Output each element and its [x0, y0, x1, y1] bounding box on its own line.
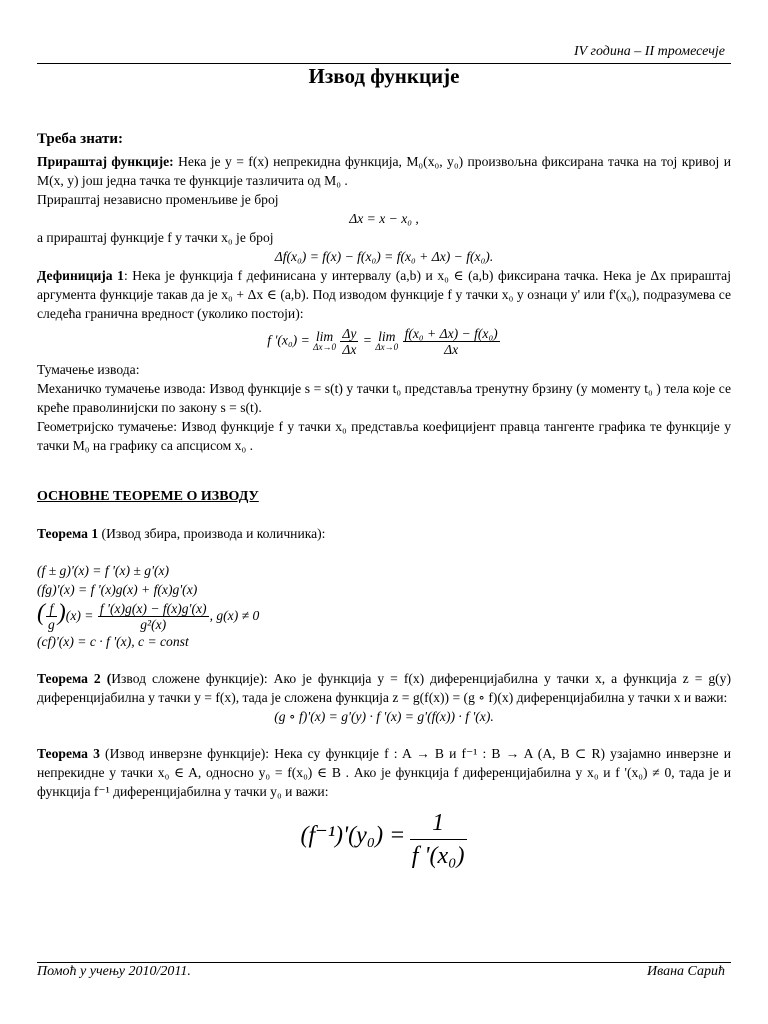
theorem3-paragraph: Теорема 3 (Извод инверзне функције): Нека су функције f : A → B и f⁻¹ : B → A (A, B ⊂ R) узајамно инверзне и непрекидне у тачки x₀ ∈ A, односно y₀ = f(x₀) ∈ B . Ако је функција f диференцијабилна у x₀ и f '(x₀) ≠ 0, тада је и функција f⁻¹ диференцијабилна у тачки y₀ и важи: — [37, 746, 731, 800]
page-title: Извод функције — [308, 64, 460, 88]
derivative-lhs: f '(x₀) = — [267, 332, 310, 348]
theorem2-paragraph: Теорема 2 (Извод сложене функције): Ако је функција y = f(x) диференцијабилна у тачки x, а функција z = g(y) диференцијабилна у тачки y = f(x), тада је сложена функција z = g(f(x)) = (g ∘ f)(x) диференцијабилна у тачки x и важи: — [37, 671, 731, 706]
subtitle: Треба знати: — [37, 131, 123, 147]
footer-author: Ивана Сарић — [647, 964, 725, 979]
inverse-derivative-formula: (f⁻¹)'(y₀) = $\frac{1}{\text{f '(x₀)}}$ — [37, 807, 731, 872]
increment-eq1: Δx = x − x₀ , — [349, 211, 419, 226]
fraction-dy-dx: $\frac{\Delta y}{\Delta x}$ — [342, 326, 357, 357]
theorem1-title: Теорема 1 (Извод збира, производа и количника): — [37, 526, 326, 541]
increment-text2: Прираштај независно променљиве је број — [37, 192, 279, 207]
increment-eq2: Δf(x₀) = f(x) − f(x₀) = f(x₀ + Δx) − f(x₀). — [274, 249, 494, 264]
theorem1-constant-rule: (cf)'(x) = c · f '(x), c = const — [37, 634, 189, 650]
mechanical-interpretation: Механичко тумачење извода: Извод функције s = s(t) у тачки t₀ представља тренутну брзину (у моменту t₀ ) тела које се креће праволинијски по закону s = s(t). — [37, 381, 731, 415]
document-page — [37, 0, 731, 1024]
geometric-interpretation: Геометријско тумачење: Извод функције f у тачки x₀ представља коефицијент правца тангенте графика те функције у тачки M₀ на графику са апсцисом x₀ . — [37, 419, 731, 453]
theorem1-quotient-rule: ( $\frac{f}{g}$ )(x) = $\frac{f '(x)g(x) - f(x)g'(x)}{\text{g²(x)}}$ , g(x) ≠ 0 — [37, 600, 260, 633]
definition-text: : Нека је функција f дефинисана у интервалу (a,b) и x₀ ∈ (a,b) фиксирана тачка. Нека је Δx прираштај аргумента функције такав да је x₀ + Δx ∈ (a,b). Под изводом функције f у тачки x₀ у ознаци y' или f'(x₀), подразумева се следећа гранична вредност (уколико постоји): — [37, 268, 731, 321]
definition-paragraph — [37, 266, 731, 323]
limit-1: lim Δx→0 — [313, 328, 336, 352]
increment-text: Нека је y = f(x) непрекидна функција, M₀(x₀, y₀) произвољна фиксирана тачка на тој кривој и M(x, y) још једна тачка те функције тазличита од M₀ . — [37, 154, 731, 188]
theorem1-sum-rule: (f ± g)'(x) = f '(x) ± g'(x) — [37, 563, 170, 578]
fraction-difference-quotient: $\frac{\text{f(x₀ + Δx) − f(x₀)}}{\Delta x}$ — [404, 326, 498, 357]
footer-rule — [37, 962, 731, 963]
limit-2: lim Δx→0 — [375, 328, 399, 352]
increment-text3: а прираштај функције f у тачки x₀ је број — [37, 230, 274, 245]
footer-left: Помоћ у учењу 2010/2011. — [37, 964, 191, 979]
main-content — [37, 130, 731, 872]
header-text: IV година – II тромесечје — [574, 44, 725, 59]
interpretation-heading: Тумачење извода: — [37, 362, 140, 377]
theorem1-product-rule: (fg)'(x) = f '(x)g(x) + f(x)g'(x) — [37, 582, 198, 597]
theorems-heading: ОСНОВНЕ ТЕОРЕМЕ О ИЗВОДУ — [37, 489, 259, 504]
derivative-formula: f '(x₀) = lim Δx→0 $\frac{\Delta y}{\Delta x}$ = lim Δx→0 $\frac{\text{f(x₀ + Δx) − f(x₀)}}{\Delta x}$ — [267, 326, 498, 357]
chain-rule-formula: (g ∘ f)'(x) = g'(y) · f '(x) = g'(f(x)) · f '(x). — [274, 709, 494, 725]
increment-paragraph — [37, 152, 731, 190]
definition-term: Дефиниција 1 — [37, 268, 124, 283]
increment-term: Прираштај функције: — [37, 154, 174, 169]
